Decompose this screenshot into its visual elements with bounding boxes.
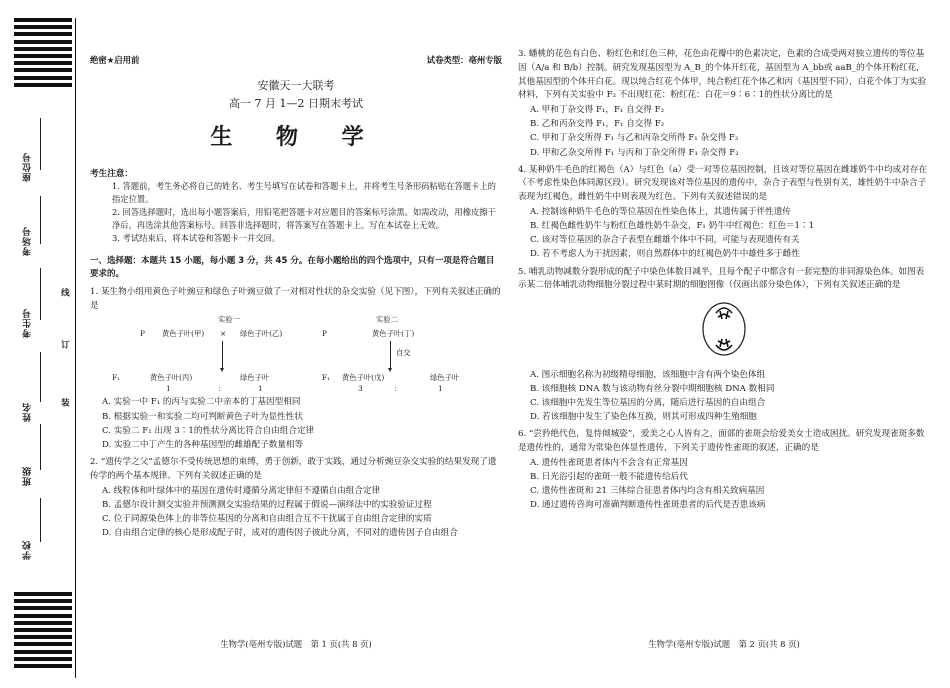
selfing-label: 自交 — [396, 348, 411, 358]
fill-line-seat — [40, 118, 41, 170]
label-exam-number: 考生号 — [23, 308, 33, 338]
q5-option-d: D. 若该细胞中发生了染色体互换，则其可形成四种生殖细胞 — [530, 412, 757, 423]
q4-option-b: B. 红褐色雌性奶牛与粉红色雄性奶牛杂交，F₁ 奶牛中红褐色：红色＝1∶1 — [530, 221, 815, 232]
q4-option-c: C. 该对等位基因的杂合子表型在雌雄个体中不同，可能与表现遗传有关 — [530, 235, 800, 246]
question-1-stem: 1. 某生物小组用黄色子叶豌豆和绿色子叶豌豆做了一对相对性状的杂交实验（见下图），下列有关叙述正确的是 — [90, 286, 501, 311]
q4-option-d: D. 若不考虑人为干扰因素，则自然群体中的红褐色奶牛中雄性多于雌性 — [530, 249, 800, 260]
label-name: 姓名 — [23, 402, 33, 422]
page-right — [518, 48, 930, 512]
p-label-1: P — [140, 329, 145, 339]
question-2-stem: 2. “遗传学之父”孟德尔不受传统思想的束缚，勇于创新，敢于实践，通过分析豌豆杂交实验的结果发现了遗传学的两个基本规律。下列有关叙述正确的是 — [90, 457, 497, 481]
f1-yellow-bing: 黄色子叶(丙) — [150, 373, 193, 383]
confidential-mark: 绝密★启用前 — [90, 55, 140, 65]
notice-item: 1. 答题前，考生务必将自己的姓名、考生号填写在试卷和答题卡上，并将考生号条形码粘贴在答题卡上的指定位置。 — [112, 181, 496, 205]
q2-option-d: D. 自由组合定律的核心是形成配子时，成对的遗传因子彼此分离，不同对的遗传因子自由组合 — [102, 528, 458, 539]
notice-list — [90, 180, 502, 244]
question-5-stem: 5. 哺乳动物减数分裂形成的配子中染色体数目减半，且每个配子中都含有一套完整的非同源染色体。如图表示某二倍体哺乳动物细胞分裂过程中某时期的细胞图像（仅画出部分染色体），下列有关叙述正确的是 — [518, 266, 925, 291]
question-4-stem: 4. 某种奶牛毛色的红褐色（A）与红色（a）受一对等位基因控制，且该对等位基因在雌雄奶牛中均成对存在（不考虑性染色体同源区段）。研究发现该对等位基因的遗传中，杂合子表型与性别有关，雄性奶牛中杂合子表现为红褐色，雌性奶牛中则表现为红色。下列有关叙述错误的是 — [518, 164, 927, 203]
q1-option-a: A. 实验一中 F₁ 的丙与实验二中亲本的丁基因型相同 — [102, 397, 301, 408]
cross-symbol: × — [220, 329, 227, 339]
q5-option-a: A. 图示细胞名称为初级精母细胞，该细胞中含有两个染色体组 — [530, 369, 766, 380]
q2-option-a: A. 线粒体和叶绿体中的基因在遗传时遵循分离定律但不遵循自由组合定律 — [102, 485, 381, 496]
question-6-stem: 6. “尝矜绝代色，复恃倾城姿”，爱美之心人皆有之，面部的雀斑会给爱美女士造成困扰。研究发现雀斑多数是遗传性的，通常为常染色体显性遗传，下列关于遗传性雀斑的叙述，正确的是 — [518, 429, 925, 454]
footer-left: 生物学(亳州专版)试题 第 1 页(共 8 页) — [220, 639, 372, 649]
label-school: 学校 — [23, 540, 33, 560]
question-3-stem: 3. 蟠桃的花色有白色、粉红色和红色三种，花色由花瓣中的色素决定，色素的合成受两对独立遗传的等位基因（A/a 和 B/b）控制。研究发现基因型为 A_B_的个体开红花，基因型为 A_bb或 aaB_的个体开粉红花，其他基因型的个体开白花。现以纯合红花个体甲，纯合粉红花个体乙和丙（基因型不同），白花个体丁为实验材料，下列有关实验中 F₂ 不出现红花：粉红花：白花＝9∶6∶1的性状分离比的是 — [518, 49, 927, 101]
ratio-2: 1 — [258, 384, 263, 394]
label-seat: 座位号 — [23, 152, 33, 182]
parent-green-yi: 绿色子叶(乙) — [240, 329, 283, 339]
f1-green-2: 绿色子叶 — [430, 373, 460, 383]
exam-title: 高一 7 月 1—2 日期末考试 — [229, 97, 363, 111]
q1-option-c: C. 实验二 F₁ 出现 3∶1的性状分离比符合自由组合定律 — [102, 425, 315, 436]
exam-org: 安徽天一大联考 — [257, 79, 335, 93]
q6-option-a: A. 遗传性雀斑患者体内不会含有正常基因 — [530, 457, 688, 468]
section-heading: 一、选择题：本题共 15 小题，每小题 3 分，共 45 分。在每小题给出的四个选项中，只有一项是符合题目要求的。 — [90, 255, 495, 280]
ratio-colon-2: ： — [394, 384, 402, 394]
fill-line-class — [40, 424, 41, 470]
label-class: 班级 — [23, 466, 33, 486]
arrow-down-1 — [222, 341, 223, 369]
q5-option-b: B. 该细胞核 DNA 数与该动物有丝分裂中期细胞核 DNA 数相同 — [530, 383, 775, 394]
paper-type: 试卷类型：亳州专版 — [426, 55, 502, 65]
cell-membrane — [703, 303, 745, 355]
fill-line-room — [40, 196, 41, 244]
q3-option-b: B. 乙和丙杂交得 F₁，F₁ 自交得 F₂ — [530, 119, 665, 130]
ratio-4: 1 — [438, 384, 443, 394]
binding-stripe-bottom — [14, 592, 72, 671]
q5-option-c: C. 该细胞中先发生等位基因的分离，随后进行基因的自由组合 — [530, 397, 766, 408]
chromosome-group-bottom — [716, 339, 732, 350]
p-label-2: P — [322, 329, 327, 339]
f1-label-2: F₁ — [322, 373, 330, 383]
chromosome-group-top — [716, 308, 732, 319]
cell-diagram — [518, 299, 930, 363]
label-room: 考场号 — [23, 226, 33, 256]
footer-right: 生物学(亳州专版)试题 第 2 页(共 8 页) — [648, 639, 800, 649]
cell-illustration — [694, 299, 754, 359]
q6-option-c: C. 遗传性雀斑和 21 三体综合征患者体内均含有相关致病基因 — [530, 486, 765, 497]
page-left — [90, 48, 502, 540]
parent-yellow-jia: 黄色子叶(甲) — [162, 329, 205, 339]
q3-option-a: A. 甲和丁杂交得 F₁，F₁ 自交得 F₂ — [530, 105, 665, 115]
q4-option-a: A. 控制该种奶牛毛色的等位基因在性染色体上，其遗传属于伴性遗传 — [530, 206, 791, 217]
cut-mark-bind: 装 — [59, 398, 70, 407]
q2-option-c: C. 位于同源染色体上的非等位基因的分离和自由组合互不干扰属于自由组合定律的实质 — [102, 513, 432, 524]
fill-line-school — [40, 498, 41, 542]
exp2-label: 实验二 — [376, 315, 398, 325]
f1-label-1: F₁ — [112, 373, 120, 383]
exp1-label: 实验一 — [218, 315, 240, 325]
q3-option-d: D. 甲和乙杂交所得 F₁ 与丙和丁杂交所得 F₁ 杂交得 F₂ — [530, 147, 739, 158]
f1-green-1: 绿色子叶 — [240, 373, 270, 383]
ratio-1: 1 — [166, 384, 171, 394]
q1-option-b: B. 根据实验一和实验二均可判断黄色子叶为显性性状 — [102, 411, 303, 422]
arrow-down-2 — [390, 341, 391, 369]
ratio-colon-1: ： — [218, 384, 226, 394]
fill-line-name — [40, 352, 41, 402]
notice-item: 2. 回答选择题时，选出每小题答案后，用铅笔把答题卡对应题目的答案标号涂黑。如需改动，用橡皮擦干净后，再选涂其他答案标号。回答非选择题时，将答案写在答题卡上。写在本试卷上无效。 — [112, 207, 496, 230]
binding-border — [75, 18, 76, 678]
q3-option-c: C. 甲和丁杂交所得 F₁ 与乙和丙杂交所得 F₁ 杂交得 F₂ — [530, 133, 739, 144]
q1-option-d: D. 实验二中丁产生的各种基因型的雌雄配子数量相等 — [102, 439, 304, 450]
notice-heading: 考生注意： — [90, 168, 133, 179]
binding-stripe-top — [14, 18, 72, 90]
q6-option-b: B. 日光浴引起的雀斑一般不能遗传给后代 — [530, 471, 688, 482]
q6-option-d: D. 通过遗传咨询可准确判断遗传性雀斑患者的后代是否患该病 — [530, 500, 766, 511]
notice-item: 3. 考试结束后，将本试卷和答题卡一并交回。 — [112, 232, 281, 243]
ratio-3: 3 — [358, 384, 363, 394]
cut-mark-staple: 订 — [59, 340, 70, 349]
parent-yellow-ding: 黄色子叶(丁) — [372, 329, 415, 339]
q2-option-b: B. 孟德尔设计测交实验并预测测交实验结果的过程属于假说—演绎法中的实验验证过程 — [102, 499, 432, 510]
fill-line-examno — [40, 268, 41, 320]
subject-title: 生 物 学 — [210, 125, 382, 151]
cross-diagram — [90, 315, 502, 393]
f1-yellow-wu: 黄色子叶(戊) — [342, 373, 385, 383]
cut-mark-line: 线 — [59, 288, 70, 297]
exam-header — [90, 54, 502, 66]
